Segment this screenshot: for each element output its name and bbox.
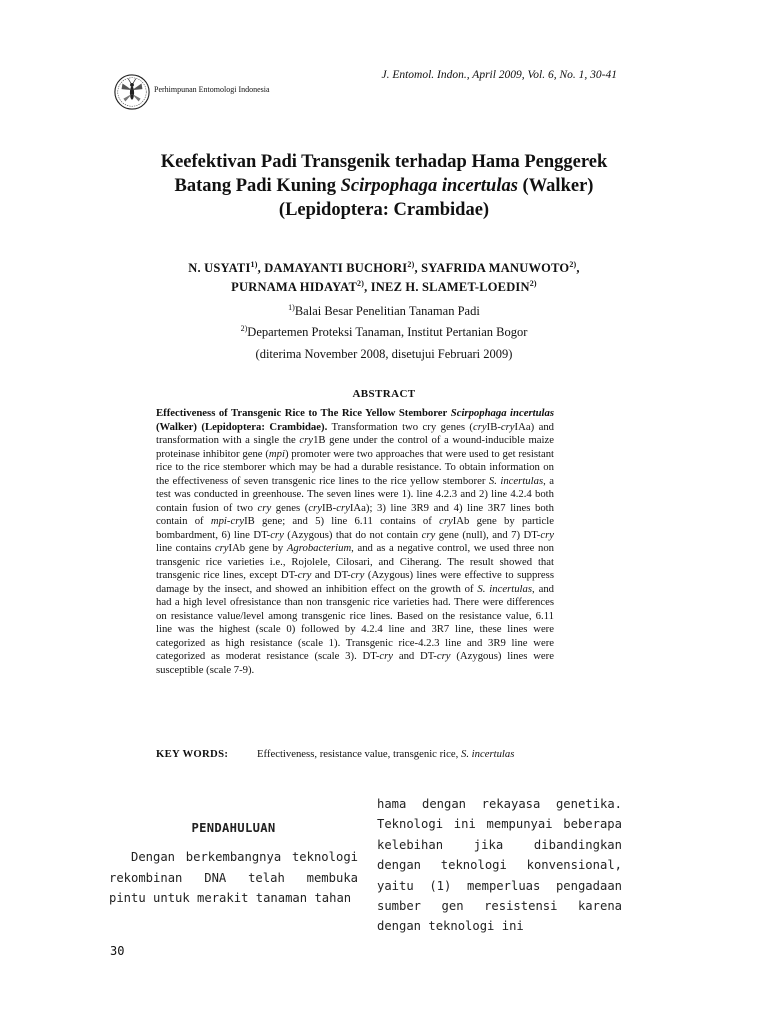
received-accepted-dates: (diterima November 2008, disetujui Februari 2009): [255, 347, 513, 361]
paragraph: Dengan berkembangnya teknologi rekombinan DNA telah membuka pintu untuk merakit tanaman tahan: [109, 850, 358, 906]
abstract-heading: ABSTRACT: [352, 388, 416, 400]
abstract-text-run: , and as a negative control, we used three non transgenic rice varieties i.e., Rojolele, Cilosari, and Ciherang. The result showed that transgenic rice lines, except DT-: [156, 542, 555, 581]
affiliation: [80, 299, 688, 320]
author-name: SYAFRIDA MANUWOTO: [421, 261, 570, 276]
title-text: (Walker): [517, 176, 594, 196]
author-name: N. USYATI: [188, 261, 251, 276]
abstract-italic-term: cry: [500, 420, 515, 433]
title-line: Keefektivan Padi Transgenik terhadap Hama Penggerek: [160, 152, 608, 172]
affiliation-text: Balai Besar Penelitian Tanaman Padi: [294, 304, 480, 319]
page-number: 30: [110, 944, 125, 958]
keywords-species: S. incertulas: [460, 748, 515, 760]
affiliation-mark: 2): [240, 324, 248, 334]
author-affiliation-mark: 2): [529, 279, 537, 289]
abstract-text-run: ) promoter were two approaches that were used to get resistant rice to the rice stemborer which may be had a durable resistance. To obtain information on the effectiveness of seven transgenic rice lines to the rice yellow stemborer: [156, 447, 555, 487]
abstract-italic-term: Agrobacterium: [286, 542, 352, 554]
abstract-italic-term: cry: [379, 650, 394, 662]
author-name: DAMAYANTI BUCHORI: [264, 261, 408, 276]
keywords-label: KEY WORDS:: [156, 748, 229, 760]
author-name: PURNAMA HIDAYAT: [231, 280, 357, 295]
author-separator: ,: [576, 261, 580, 276]
abstract-body: [156, 407, 554, 677]
paragraph: hama dengan rekayasa genetika. Teknologi ini mempunyai beberapa kelebihan jika dibandingkan dengan teknologi konvensional, yaitu (1) memperluas pengadaan sumber gen resistensi karena dengan teknologi ini: [377, 797, 622, 934]
abstract-text-run: gene (null), and 7) DT-: [435, 528, 541, 541]
abstract-italic-term: mpi: [268, 447, 285, 460]
author-affiliation-mark: 2): [357, 279, 365, 289]
author-separator: ,: [364, 280, 371, 295]
abstract-text-run: (Azygous) lines were effective to suppress damage by the insect, and showed an inhibition effect on the growth of: [156, 569, 554, 595]
abstract-italic-term: cry: [436, 650, 451, 662]
abstract-text-run: and DT-: [311, 569, 351, 581]
abstract-text-run: IAa); 3) line 3R9 and 4) line 3R7 lines both contain of: [156, 501, 554, 527]
abstract-italic-term: cry: [350, 569, 365, 581]
abstract-text: [156, 421, 554, 676]
affiliation-mark: 1): [288, 303, 295, 312]
abstract-text-run: IB-: [486, 420, 501, 433]
author-affiliation-mark: 1): [250, 260, 258, 269]
author-list: [80, 257, 688, 295]
abstract-italic-term: cry: [336, 501, 350, 514]
abstract-italic-term: cry: [439, 515, 453, 527]
author-affiliation-mark: 2): [569, 260, 577, 269]
author-name: INEZ H. SLAMET-LOEDIN: [370, 280, 530, 295]
affiliation: [80, 320, 688, 341]
abstract-title: Effectiveness of Transgenic Rice to The Rice Yellow Stemborer: [156, 407, 448, 419]
affiliation-text: Departemen Proteksi Tanaman, Institut Pertanian Bogor: [247, 325, 528, 340]
abstract-italic-term: cry: [540, 528, 554, 541]
abstract-text-run: , and had a high level ofresistance than non transgenic rice varieties had. There were differences on resistance value/level among transgenic rice lines. Based on the resistance value, 6.11 line was the highest (scale 0) followed by 4.2.4 line and 3R7 line, these lines were categorized as high resistance (scale 1). Transgenic rice-4.2.3 line and 3R9 line were categorized as moderat resistance (scale 3). DT-: [156, 582, 554, 662]
abstract-title-species: Scirpophaga incertulas: [450, 407, 554, 419]
abstract-text-run: (Azygous) lines were susceptible (scale 7-9).: [156, 650, 554, 676]
abstract-italic-term: cry: [257, 501, 272, 514]
abstract-italic-term: mpi-cry: [210, 515, 245, 527]
left-column: [109, 818, 358, 909]
abstract-text-run: IAb gene by particle bombardment, 6) line DT-: [156, 515, 554, 541]
section-heading: PENDAHULUAN: [191, 821, 276, 835]
abstract-italic-term: cry: [214, 542, 229, 554]
abstract-title: (Walker) (Lepidoptera: Crambidae).: [156, 420, 328, 433]
keywords-list: Effectiveness, resistance value, transgenic rice,: [257, 748, 461, 760]
abstract-italic-term: cry: [472, 420, 487, 433]
keywords: [156, 748, 554, 762]
abstract-italic-term: cry: [308, 501, 322, 514]
author-separator: ,: [257, 261, 265, 276]
abstract-text-run: IAb gene by: [228, 542, 287, 554]
abstract-italic-term: cry: [299, 434, 314, 446]
article-title: [80, 150, 688, 222]
abstract-text-run: genes (: [271, 501, 309, 514]
abstract-text-run: , a test was conducted in greenhouse. The seven lines were 1). line 4.2.3 and 2) line 4.2.4 both contain fusion of two: [156, 474, 554, 514]
author-separator: ,: [414, 261, 422, 276]
abstract-italic-term: cry: [270, 528, 284, 541]
abstract-text-run: IB-: [321, 501, 337, 514]
abstract-text-run: (Azygous) that do not contain: [283, 528, 422, 541]
abstract-italic-term: cry: [421, 528, 436, 541]
abstract-italic-term: S. incertulas: [477, 582, 533, 595]
title-species: Scirpophaga incertulas: [340, 176, 518, 196]
title-line: [80, 174, 688, 198]
society-logo: [113, 73, 151, 111]
abstract-text-run: IB gene; and 5) line 6.11 contains of: [244, 515, 440, 527]
title-line: (Lepidoptera: Crambidae): [278, 200, 490, 220]
author-line: [80, 257, 688, 276]
abstract-text-run: line contains: [156, 542, 215, 554]
right-column: [377, 794, 622, 937]
abstract-text-run: 1B gene under the control of a wound-inducible maize proteinase inhibitor gene (: [156, 434, 554, 460]
abstract-italic-term: cry: [297, 569, 312, 581]
title-text: Batang Padi Kuning: [174, 176, 341, 196]
abstract-text-run: and DT-: [393, 650, 437, 662]
society-name: Perhimpunan Entomologi Indonesia: [154, 85, 270, 94]
abstract-text-run: IAa) and transformation with a single the: [156, 420, 555, 446]
keywords-text: [257, 748, 552, 762]
journal-reference: J. Entomol. Indon., April 2009, Vol. 6, No. 1, 30-41: [381, 69, 617, 81]
author-line: [80, 276, 688, 295]
abstract-italic-term: S. incertulas: [488, 474, 544, 487]
abstract-text-run: Transformation two cry genes (: [331, 420, 473, 433]
affiliation-list: [80, 299, 688, 341]
author-affiliation-mark: 2): [407, 260, 415, 269]
